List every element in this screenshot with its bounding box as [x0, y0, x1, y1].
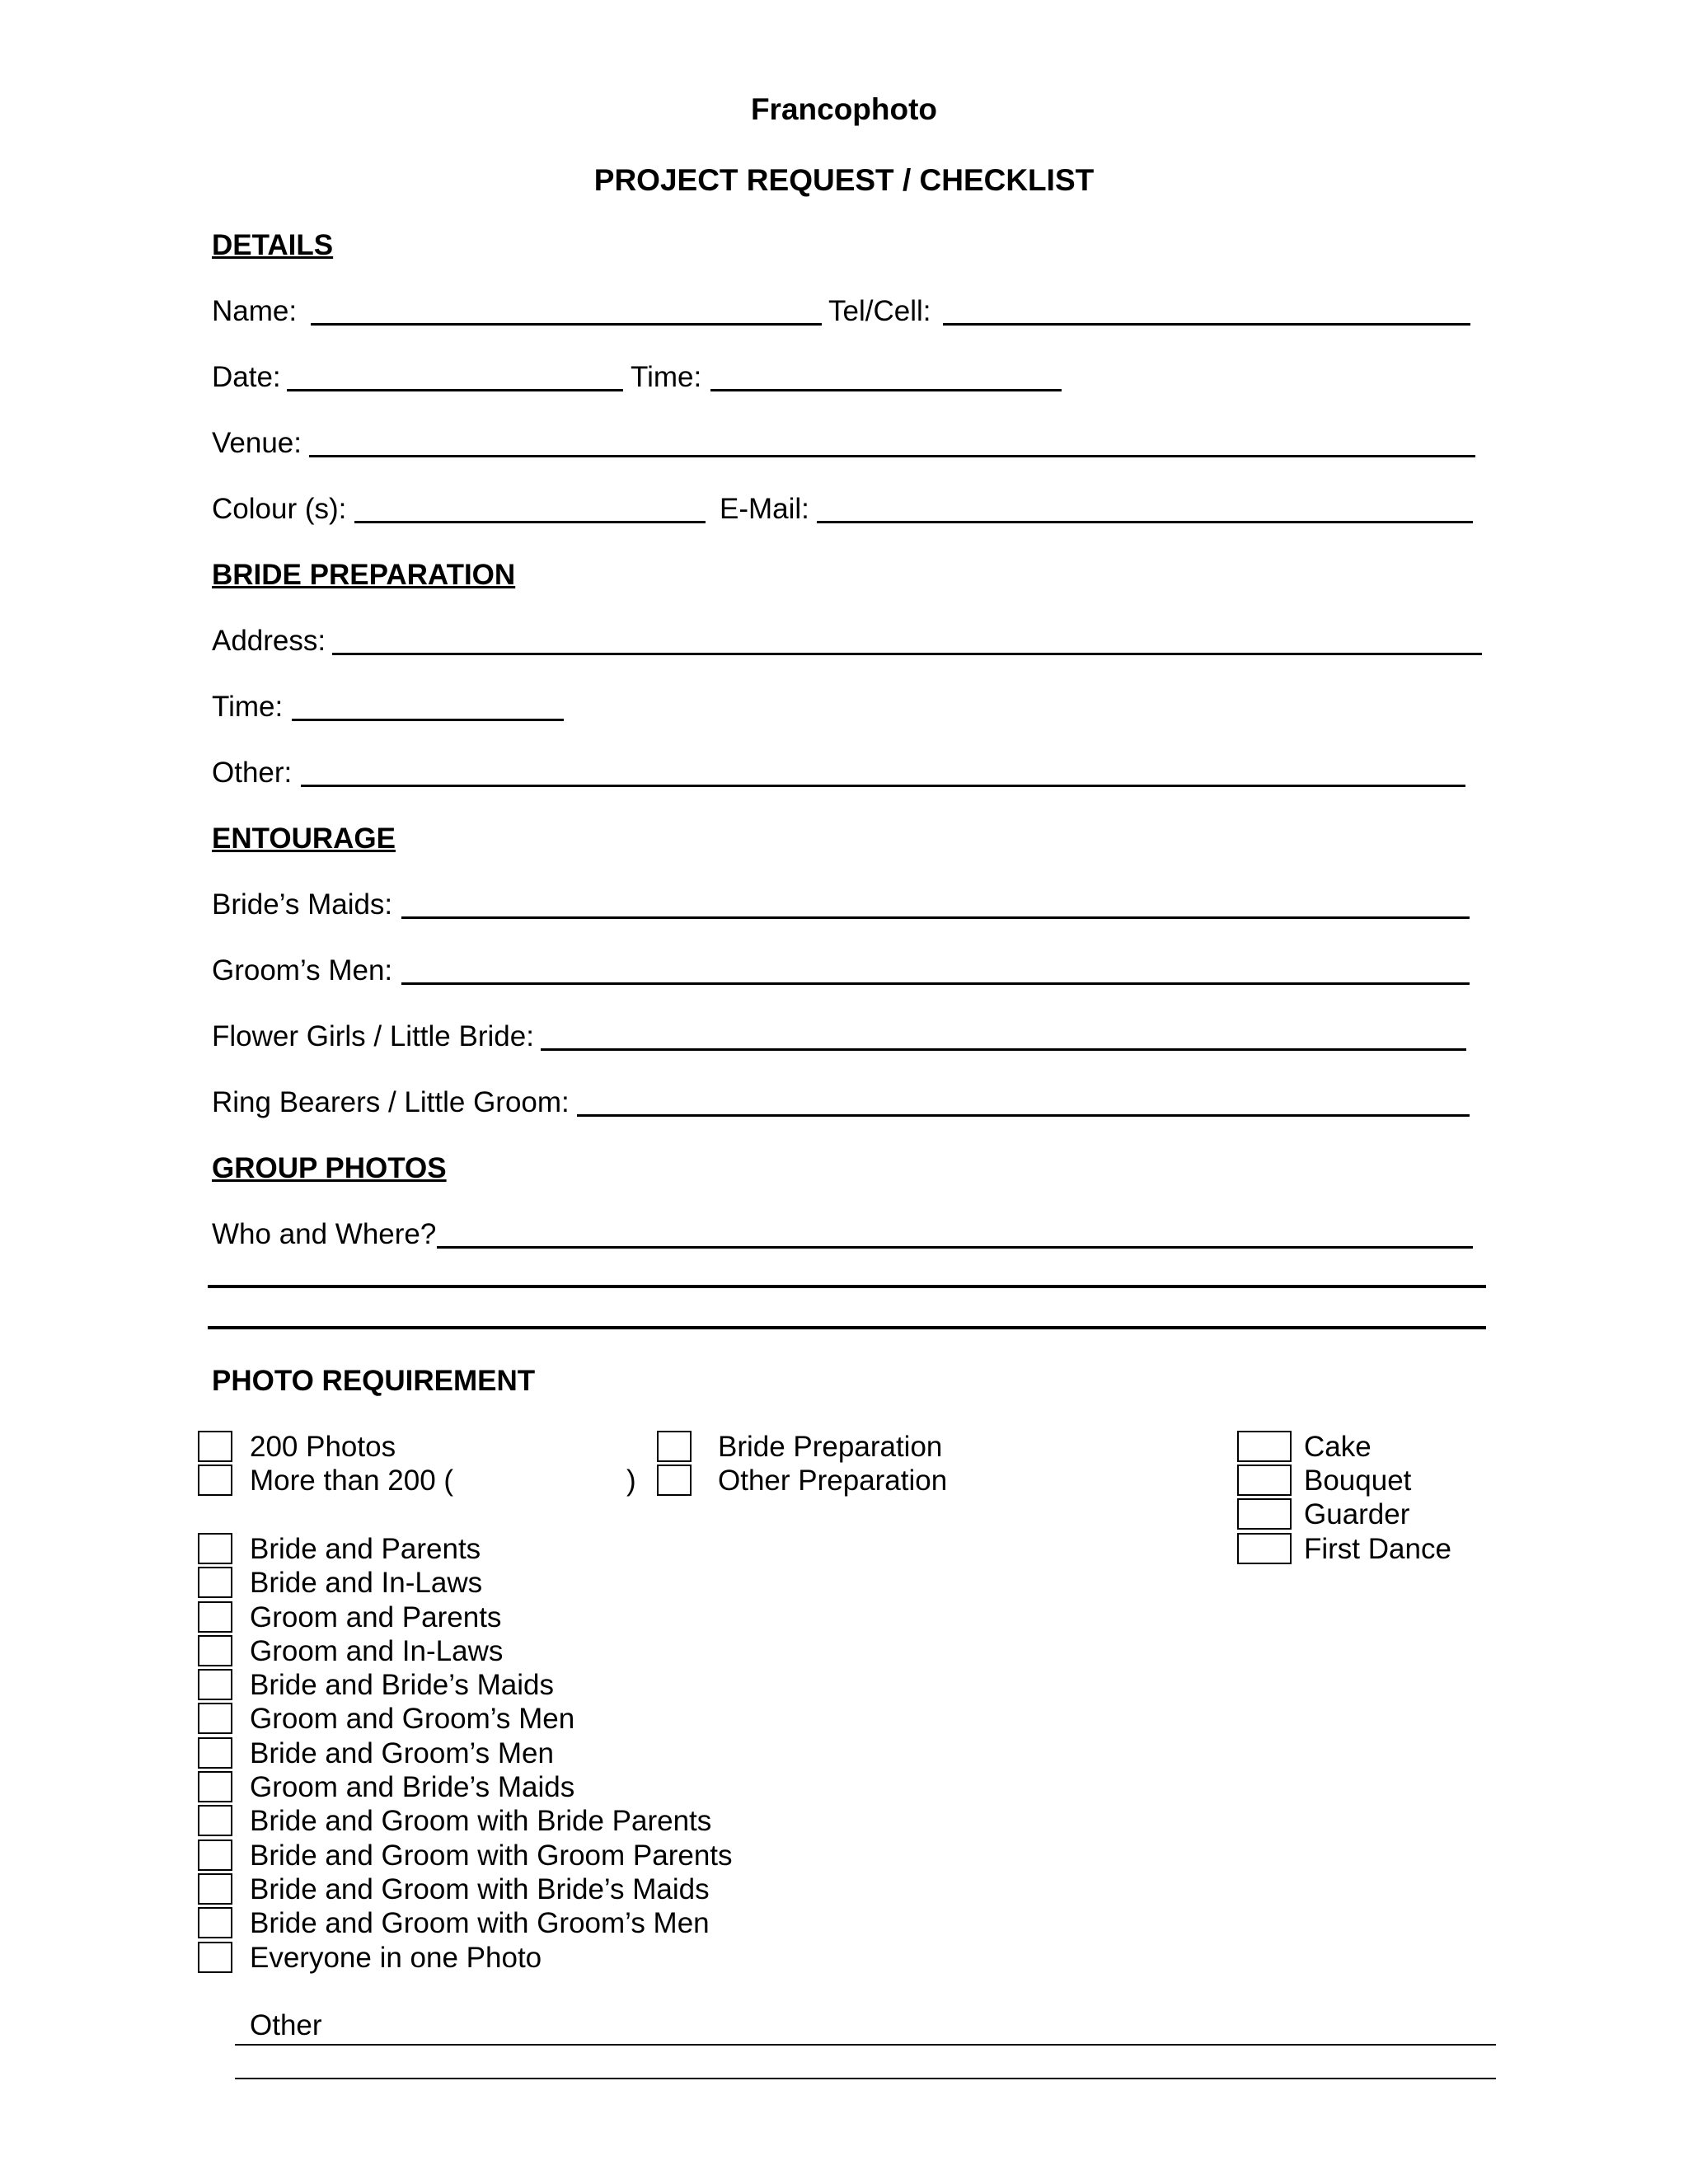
- option-label: Bride and Groom with Groom Parents: [250, 1840, 733, 1872]
- address-field[interactable]: [332, 653, 1482, 655]
- who-where-line-3[interactable]: [208, 1326, 1486, 1329]
- checkbox-group-10[interactable]: [198, 1840, 232, 1871]
- checkbox-group-4[interactable]: [198, 1635, 232, 1666]
- other-label: Other: [250, 2009, 322, 2041]
- checkbox-bouquet[interactable]: [1237, 1465, 1292, 1496]
- option-label: Groom and Bride’s Maids: [250, 1771, 575, 1803]
- who-where-field[interactable]: [437, 1246, 1473, 1249]
- men-label: Groom’s Men:: [212, 954, 393, 987]
- group-photos-heading: GROUP PHOTOS: [212, 1152, 447, 1184]
- email-field[interactable]: [817, 521, 1473, 523]
- checkbox-group-11[interactable]: [198, 1873, 232, 1905]
- venue-label: Venue:: [212, 427, 302, 459]
- checkbox-first-dance[interactable]: [1237, 1533, 1292, 1564]
- other-line-2[interactable]: [235, 2078, 1496, 2079]
- option-label: Bride and Groom’s Men: [250, 1737, 554, 1769]
- checkbox-cake[interactable]: [1237, 1431, 1292, 1462]
- time-field[interactable]: [710, 389, 1062, 391]
- checkbox-group-6[interactable]: [198, 1703, 232, 1734]
- ring-field[interactable]: [577, 1114, 1470, 1117]
- page-title: PROJECT REQUEST / CHECKLIST: [593, 163, 1095, 197]
- date-field[interactable]: [287, 389, 623, 391]
- tel-field[interactable]: [943, 323, 1470, 326]
- bride-prep-heading: BRIDE PREPARATION: [212, 559, 516, 591]
- option-label: Groom and Groom’s Men: [250, 1703, 575, 1735]
- checkbox-group-3[interactable]: [198, 1601, 232, 1633]
- prep-time-label: Time:: [212, 691, 284, 723]
- checkbox-group-9[interactable]: [198, 1805, 232, 1836]
- who-where-label: Who and Where?: [212, 1218, 437, 1250]
- flower-label: Flower Girls / Little Bride:: [212, 1020, 534, 1052]
- name-field[interactable]: [311, 323, 822, 326]
- name-label: Name:: [212, 295, 298, 327]
- entourage-heading: ENTOURAGE: [212, 823, 396, 855]
- option-label: Bride and Parents: [250, 1533, 481, 1565]
- option-label: Cake: [1304, 1431, 1372, 1463]
- prep-time-field[interactable]: [292, 719, 564, 721]
- option-label: Groom and In-Laws: [250, 1635, 504, 1667]
- company-name: Francophoto: [750, 92, 938, 126]
- option-label: Bride and Bride’s Maids: [250, 1669, 554, 1701]
- close-paren: ): [626, 1465, 636, 1497]
- other-field[interactable]: [235, 2044, 1496, 2046]
- colour-field[interactable]: [354, 521, 706, 523]
- checkbox-group-5[interactable]: [198, 1669, 232, 1700]
- maids-label: Bride’s Maids:: [212, 888, 393, 921]
- option-label: Bride and Groom with Bride Parents: [250, 1805, 712, 1837]
- option-label: Bouquet: [1304, 1465, 1412, 1497]
- colour-label: Colour (s):: [212, 493, 347, 525]
- option-label: Bride and Groom with Groom’s Men: [250, 1907, 710, 1939]
- checkbox-bride-preparation[interactable]: [657, 1431, 692, 1462]
- prep-other-field[interactable]: [301, 785, 1465, 787]
- prep-other-label: Other:: [212, 757, 293, 789]
- option-label: Bride and Groom with Bride’s Maids: [250, 1873, 710, 1905]
- address-label: Address:: [212, 625, 326, 657]
- name-row: [212, 295, 297, 328]
- checkbox-other-preparation[interactable]: [657, 1465, 692, 1496]
- option-label: Bride Preparation: [718, 1431, 943, 1463]
- checkbox-group-2[interactable]: [198, 1567, 232, 1598]
- date-label: Date:: [212, 361, 281, 393]
- option-label: First Dance: [1304, 1533, 1451, 1565]
- option-label: Guarder: [1304, 1498, 1410, 1530]
- who-where-line-2[interactable]: [208, 1285, 1486, 1288]
- checkbox-200-photos[interactable]: [198, 1431, 232, 1462]
- flower-field[interactable]: [541, 1048, 1466, 1051]
- details-heading: DETAILS: [212, 229, 334, 261]
- option-label: Other Preparation: [718, 1465, 948, 1497]
- option-label: More than 200 (: [250, 1465, 454, 1497]
- men-field[interactable]: [401, 982, 1470, 985]
- maids-field[interactable]: [401, 916, 1470, 919]
- venue-field[interactable]: [309, 455, 1475, 457]
- option-label: Everyone in one Photo: [250, 1942, 542, 1974]
- tel-label: Tel/Cell:: [828, 295, 931, 327]
- option-label: Groom and Parents: [250, 1601, 502, 1633]
- photo-req-heading: PHOTO REQUIREMENT: [212, 1365, 536, 1397]
- checkbox-group-1[interactable]: [198, 1533, 232, 1564]
- email-label: E-Mail:: [720, 493, 809, 525]
- checkbox-group-8[interactable]: [198, 1771, 232, 1802]
- time-label: Time:: [631, 361, 702, 393]
- option-label: Bride and In-Laws: [250, 1567, 483, 1599]
- checkbox-group-7[interactable]: [198, 1737, 232, 1769]
- checkbox-guarder[interactable]: [1237, 1498, 1292, 1530]
- checkbox-group-12[interactable]: [198, 1907, 232, 1938]
- checkbox-more-than-200[interactable]: [198, 1465, 232, 1496]
- ring-label: Ring Bearers / Little Groom:: [212, 1086, 570, 1118]
- option-label: 200 Photos: [250, 1431, 396, 1463]
- checkbox-group-13[interactable]: [198, 1942, 232, 1973]
